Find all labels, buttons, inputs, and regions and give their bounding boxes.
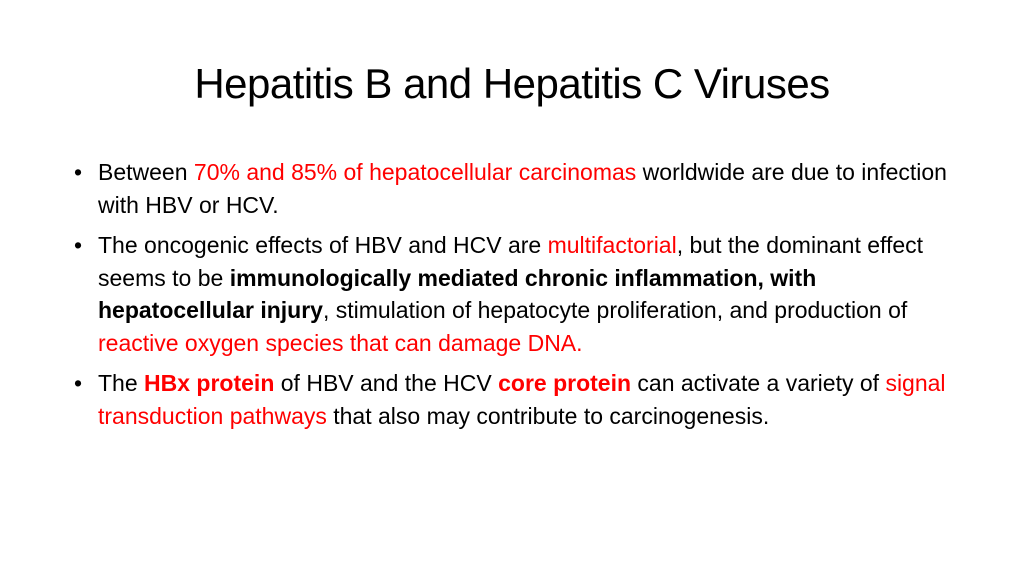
- highlight-bold-text: core protein: [498, 370, 632, 396]
- text-segment: that also may contribute to carcinogenesis.: [326, 402, 770, 429]
- text-segment: of HBV and the HCV: [274, 370, 499, 396]
- slide-title: Hepatitis B and Hepatitis C Viruses: [194, 60, 830, 107]
- text-segment: Between: [98, 159, 194, 185]
- bullet-item: [72, 229, 952, 359]
- text-segment: , stimulation of hepatocyte proliferation, and production of: [322, 297, 908, 323]
- text-segment: , but the dominant effect seems to be: [98, 232, 924, 291]
- highlight-text: 70% and 85% of hepatocellular carcinomas: [193, 159, 637, 185]
- bullet-marker: •: [74, 370, 83, 396]
- bullet-text: [98, 370, 946, 429]
- highlight-text: signal transduction pathways: [98, 370, 946, 429]
- bullet-text: [98, 232, 923, 356]
- highlight-text: reactive oxygen species that can damage DNA.: [98, 329, 583, 356]
- highlight-text: multifactorial: [547, 232, 677, 258]
- text-segment: worldwide are due to infection with HBV or HCV.: [98, 159, 947, 218]
- bullet-text: [98, 159, 947, 218]
- bullet-marker: •: [74, 159, 83, 185]
- text-segment: The: [98, 370, 145, 396]
- bullet-list: [72, 156, 952, 440]
- bullet-item: [72, 367, 952, 432]
- text-segment: The oncogenic effects of HBV and HCV are: [98, 232, 548, 258]
- bullet-item: [72, 156, 952, 221]
- highlight-bold-text: HBx protein: [144, 370, 275, 396]
- bullet-marker: •: [74, 232, 83, 258]
- bold-text: immunologically mediated chronic inflammation, with hepatocellular injury: [98, 264, 817, 323]
- text-segment: can activate a variety of: [631, 370, 886, 396]
